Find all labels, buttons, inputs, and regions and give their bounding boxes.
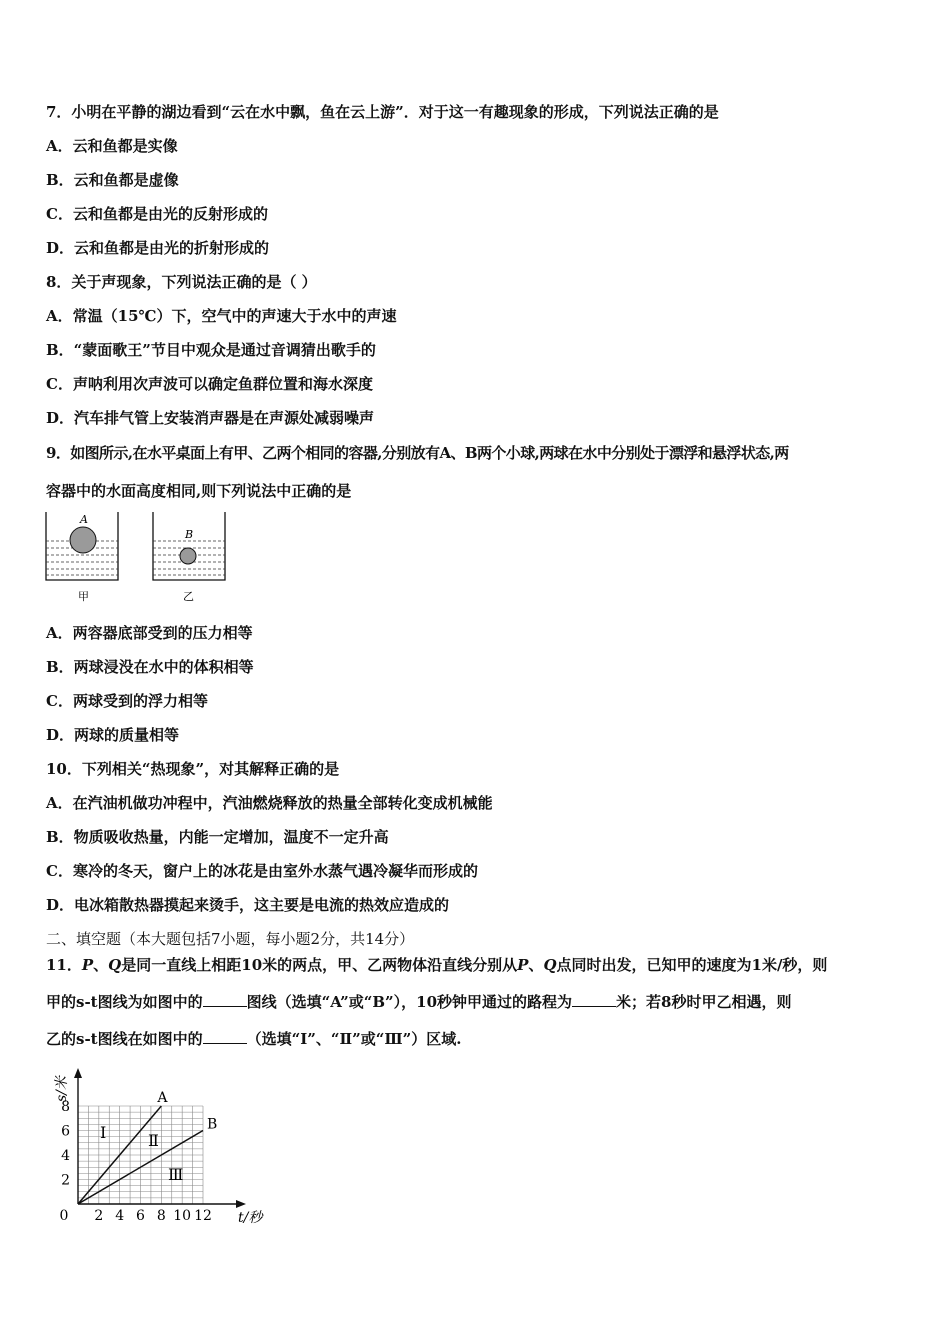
q9-option-b: B．两球浸没在水中的体积相等 <box>46 658 254 676</box>
q7-stem: 7．小明在平静的湖边看到“云在水中飘，鱼在云上游”．对于这一有趣现象的形成，下列说法正确的是 <box>46 103 719 121</box>
x-axis-arrow-icon <box>236 1200 246 1208</box>
q11-line2-c: 米；若8秒时甲乙相遇，则 <box>616 993 792 1011</box>
x-tick-label: 10 <box>173 1208 192 1224</box>
q8-stem: 8．关于声现象，下列说法正确的是（ ） <box>46 273 317 291</box>
x-tick-label: 12 <box>194 1208 212 1224</box>
x-tick-label: 4 <box>115 1208 125 1224</box>
x-axis-label: t/秒 <box>238 1210 263 1226</box>
answer-blank-2[interactable] <box>572 992 616 1007</box>
q10-option-c: C．寒冷的冬天，窗户上的冰花是由室外水蒸气遇冷凝华而形成的 <box>46 862 478 880</box>
q8-option-d: D．汽车排气管上安装消声器是在声源处减弱噪声 <box>46 409 375 427</box>
y-tick-label: 6 <box>61 1123 70 1140</box>
answer-blank-1[interactable] <box>203 992 247 1007</box>
q10-option-a: A．在汽油机做功冲程中，汽油燃烧释放的热量全部转化变成机械能 <box>46 794 493 812</box>
ball-b <box>180 548 196 564</box>
y-tick-label: 4 <box>61 1148 70 1164</box>
section-2-title: 二、填空题（本大题包括7小题，每小题2分，共14分） <box>46 930 415 948</box>
q11-line3 <box>46 1029 462 1049</box>
q7-option-d: D．云和鱼都是由光的折射形成的 <box>46 239 270 257</box>
container-label-yi: 乙 <box>183 590 194 603</box>
q11-line3-b: （选填“Ⅰ”、“Ⅱ”或“Ⅲ”）区域. <box>246 1030 462 1048</box>
point-p: P <box>81 956 94 974</box>
q9-option-a: A．两容器底部受到的压力相等 <box>46 624 253 642</box>
q11-line2-a: 甲的s-t图线为如图中的 <box>46 993 203 1011</box>
q10-stem: 10．下列相关“热现象”，对其解释正确的是 <box>46 760 340 778</box>
q11-line3-a: 乙的s-t图线在如图中的 <box>46 1030 203 1048</box>
x-tick-label: 8 <box>156 1208 166 1224</box>
q8-option-b: B．“蒙面歌王”节目中观众是通过音调猜出歌手的 <box>46 341 376 359</box>
x-tick-label: 6 <box>136 1208 145 1224</box>
y-tick-label: 8 <box>61 1099 70 1115</box>
container-yi <box>153 512 225 580</box>
series-label-a: A <box>157 1090 168 1106</box>
series-label-b: B <box>207 1116 218 1133</box>
region-label-2: Ⅱ <box>148 1131 159 1150</box>
q7-option-b: B．云和鱼都是虚像 <box>46 171 179 189</box>
ball-a-label: A <box>80 513 88 526</box>
q9-option-d: D．两球的质量相等 <box>46 726 180 744</box>
q11-number: 11． <box>46 956 82 974</box>
q11-sep: 、 <box>93 956 109 974</box>
q9-stem-line2: 容器中的水面高度相同,则下列说法中正确的是 <box>46 482 352 500</box>
q7-option-a: A．云和鱼都是实像 <box>46 137 178 155</box>
q9-containers-figure <box>40 508 240 606</box>
point-q: Q <box>108 956 122 974</box>
q7-option-c: C．云和鱼都是由光的反射形成的 <box>46 205 268 223</box>
q8-option-a: A．常温（15℃）下，空气中的声速大于水中的声速 <box>46 307 397 325</box>
chart-ticks <box>60 1099 212 1224</box>
q9-stem-line1: 9．如图所示,在水平桌面上有甲、乙两个相同的容器,分别放有A、B两个小球,两球在水中分别处于漂浮和悬浮状态,两 <box>46 444 789 462</box>
chart-grid <box>78 1106 203 1204</box>
region-label-3: Ⅲ <box>168 1165 184 1184</box>
x-tick-label: 0 <box>59 1208 69 1224</box>
point-p-2: P <box>517 956 529 974</box>
ball-b-label: B <box>185 528 194 541</box>
y-axis-arrow-icon <box>74 1068 82 1078</box>
q11-sep-2: 、 <box>528 956 544 974</box>
q10-option-d: D．电冰箱散热器摸起来烫手，这主要是电流的热效应造成的 <box>46 896 450 914</box>
x-tick-label: 2 <box>94 1208 104 1224</box>
ball-a <box>70 527 96 553</box>
q11-line2-b: 图线（选填“A”或“B”），10秒钟甲通过的路程为 <box>246 993 573 1011</box>
answer-blank-3[interactable] <box>203 1029 247 1044</box>
q9-option-c: C．两球受到的浮力相等 <box>46 692 208 710</box>
y-axis-label: s/米 <box>54 1076 70 1102</box>
y-tick-label: 2 <box>61 1172 70 1189</box>
region-label-1: Ⅰ <box>100 1123 107 1142</box>
q11-line1-mid: 是同一直线上相距10米的两点，甲、乙两物体沿直线分别从 <box>121 956 518 974</box>
q8-option-c: C．声呐利用次声波可以确定鱼群位置和海水深度 <box>46 375 373 393</box>
st-graph-chart <box>40 1062 280 1232</box>
q10-option-b: B．物质吸收热量，内能一定增加，温度不一定升高 <box>46 828 389 846</box>
q11-line2 <box>46 992 792 1012</box>
point-q-2: Q <box>543 956 557 974</box>
q11-line1-end: 点同时出发，已知甲的速度为1米/秒，则 <box>556 956 828 974</box>
container-label-jia: 甲 <box>78 590 89 603</box>
q11-line1 <box>46 955 827 975</box>
